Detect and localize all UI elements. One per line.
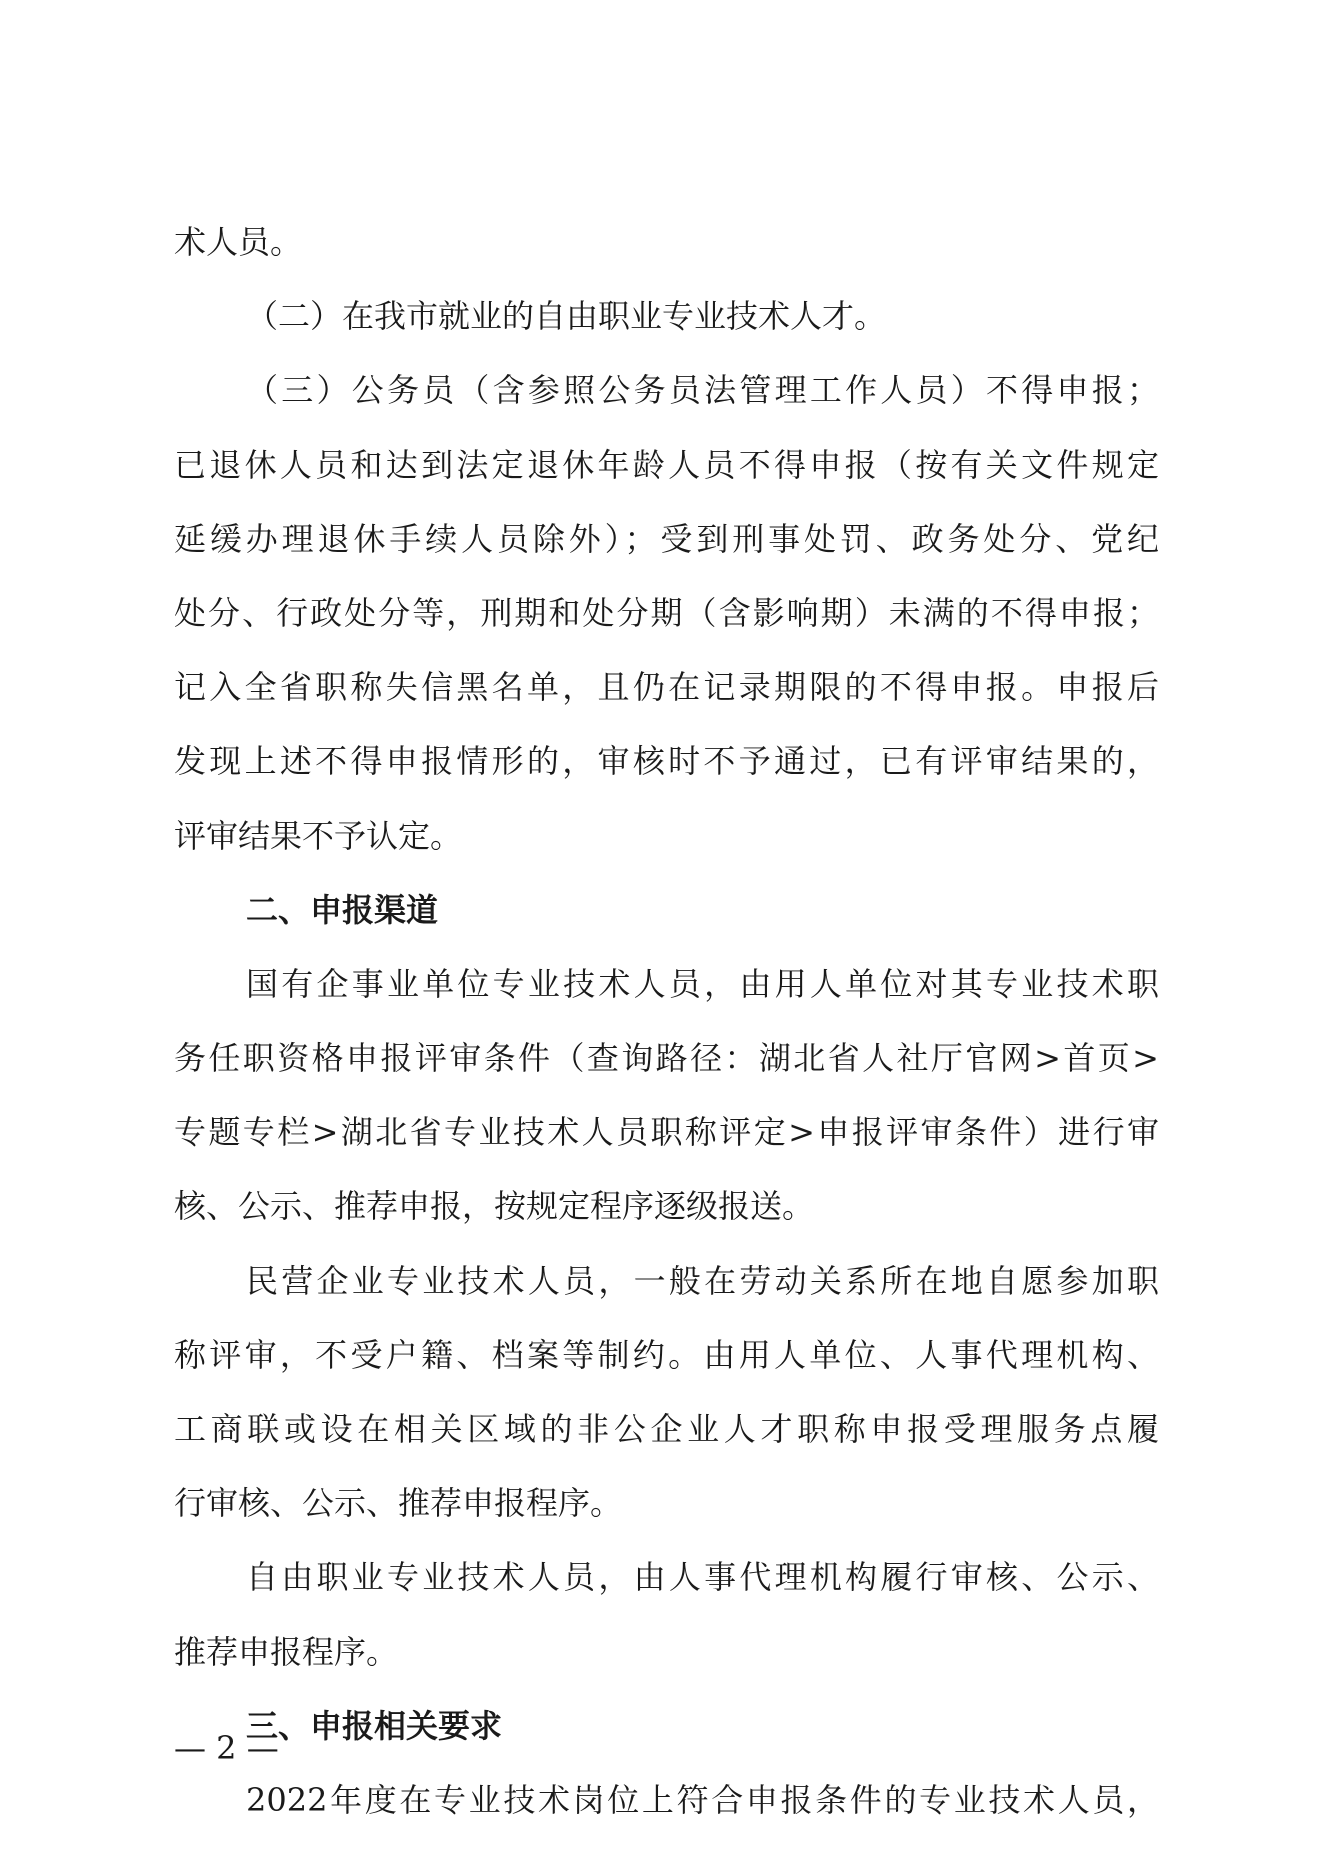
paragraph-line: 已退休人员和达到法定退休年龄人员不得申报（按有关文件规定 [174, 445, 1159, 484]
paragraph-line: 延缓办理退休手续人员除外）；受到刑事处罚、政务处分、党纪 [174, 519, 1159, 558]
page-number: — 2 — [174, 1729, 279, 1767]
paragraph-line: 民营企业专业技术人员，一般在劳动关系所在地自愿参加职 [246, 1261, 1159, 1300]
paragraph-line: 称评审，不受户籍、档案等制约。由用人单位、人事代理机构、 [174, 1335, 1159, 1374]
paragraph-line: （三）公务员（含参照公务员法管理工作人员）不得申报； [246, 371, 1159, 410]
paragraph-line: （二）在我市就业的自由职业专业技术人才。 [246, 297, 887, 336]
paragraph-line: 专题专栏>湖北省专业技术人员职称评定>申报评审条件）进行审 [174, 1113, 1159, 1152]
paragraph-line: 务任职资格申报评审条件（查询路径：湖北省人社厅官网>首页> [174, 1039, 1159, 1078]
paragraph-line: 评审结果不予认定。 [174, 816, 463, 855]
paragraph-line: 术人员。 [174, 223, 303, 261]
paragraph-line: 推荐申报程序。 [174, 1632, 399, 1671]
paragraph-line: 记入全省职称失信黑名单，且仍在记录期限的不得申报。申报后 [174, 668, 1159, 707]
paragraph-line: 国有企事业单位专业技术人员，由用人单位对其专业技术职 [246, 964, 1159, 1003]
paragraph-line: 核、公示、推荐申报，按规定程序逐级报送。 [174, 1187, 815, 1226]
paragraph-line: 发现上述不得申报情形的，审核时不予通过，已有评审结果的， [174, 742, 1159, 781]
paragraph-line: 工商联或设在相关区域的非公企业人才职称申报受理服务点履 [174, 1410, 1159, 1448]
paragraph-line: 2022年度在专业技术岗位上符合申报条件的专业技术人员， [246, 1780, 1159, 1819]
section-heading: 三、申报相关要求 [246, 1706, 503, 1745]
document-body [174, 205, 1159, 1837]
paragraph-line: 处分、行政处分等，刑期和处分期（含影响期）未满的不得申报； [174, 593, 1159, 632]
paragraph-line: 行审核、公示、推荐申报程序。 [174, 1484, 623, 1523]
section-heading: 二、申报渠道 [246, 890, 439, 929]
paragraph-line: 自由职业专业技术人员，由人事代理机构履行审核、公示、 [246, 1558, 1159, 1597]
